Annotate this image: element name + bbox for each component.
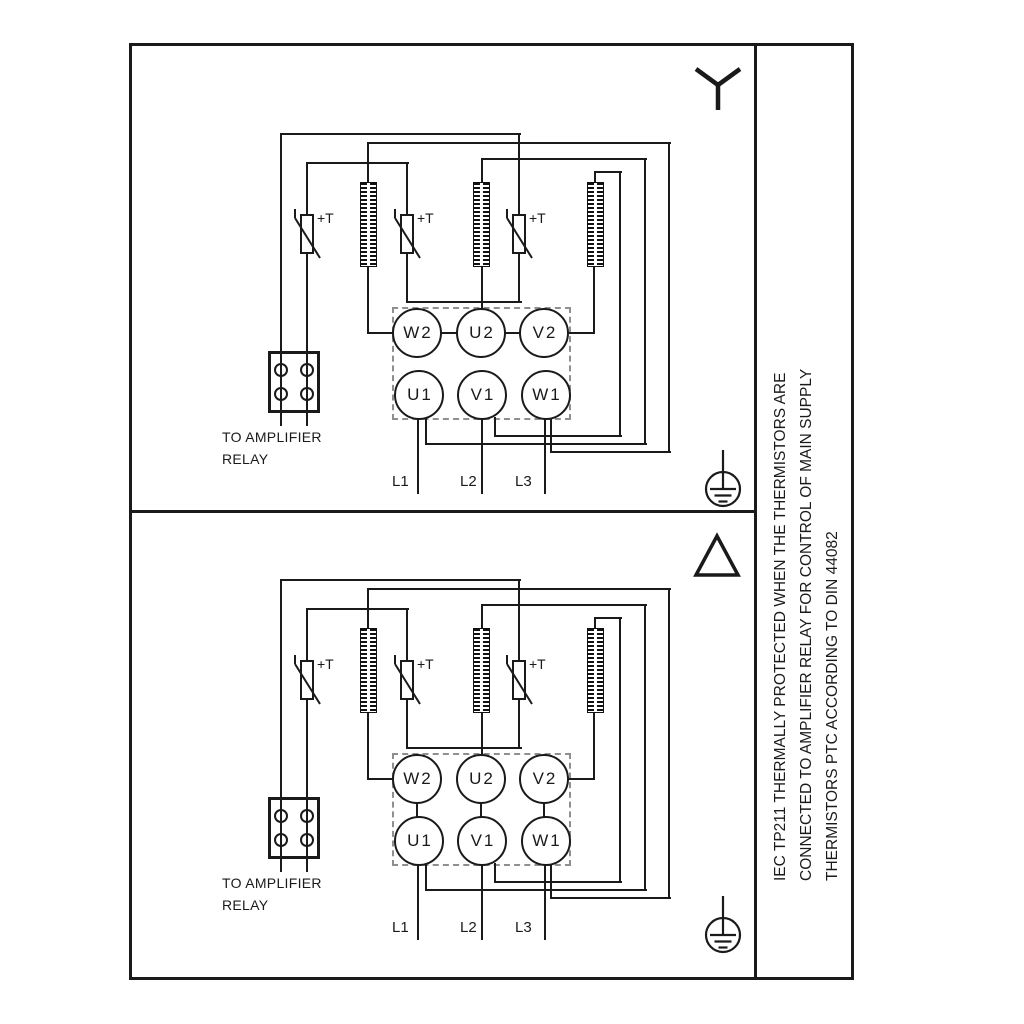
wire [550,451,671,453]
wire [544,418,546,494]
supply-label-l3: L3 [515,473,532,490]
thermistor-label: +T [317,210,334,226]
wire [594,617,622,619]
relay-terminal [274,833,288,847]
wire [416,802,418,817]
side-note-line: THERMISTORS PTC ACCORDING TO DIN 44082 [824,531,841,881]
amplifier-relay-caption: TO AMPLIFIER [222,429,322,445]
terminal-v2: V2 [519,754,569,804]
wire [644,604,646,891]
earth-ground-icon [701,895,745,957]
wire [619,617,621,883]
wire [543,802,545,817]
terminal-u2: U2 [456,308,506,358]
terminal-u1: U1 [394,370,444,420]
side-note [768,301,848,881]
wire [544,864,546,940]
wire [494,863,496,883]
wire [425,417,427,445]
thermistor-label: +T [317,656,334,672]
thermistor-label: +T [417,210,434,226]
wire [481,604,647,606]
supply-label-l2: L2 [460,919,477,936]
thermistor-label: +T [529,210,546,226]
relay-box [268,351,320,413]
wire [668,588,670,899]
relay-terminal [300,809,314,823]
wire [568,332,595,334]
wire [425,863,427,891]
wire [425,889,647,891]
wire [568,778,595,780]
terminal-v1: V1 [457,370,507,420]
motor-winding-coil [587,628,604,713]
motor-winding-coil [360,628,377,713]
earth-ground-icon [701,449,745,511]
wire [644,158,646,445]
wire [594,171,622,173]
wire [593,266,595,334]
terminal-u1: U1 [394,816,444,866]
thermistor-label: +T [529,656,546,672]
wire [417,864,419,940]
wire [494,881,622,883]
supply-label-l3: L3 [515,919,532,936]
wire [280,579,521,581]
delta-symbol-icon [691,529,743,581]
wire [550,417,552,453]
wire [494,435,622,437]
wire [306,162,409,164]
motor-winding-coil [473,182,490,267]
wire [550,897,671,899]
side-note-line: CONNECTED TO AMPLIFIER RELAY FOR CONTROL OF MAIN SUPPLY [798,368,815,881]
relay-terminal [300,833,314,847]
supply-label-l1: L1 [392,473,409,490]
side-note-line: IEC TP211 THERMALLY PROTECTED WHEN THE THERMISTORS ARE [772,372,789,881]
wire [481,864,483,940]
amplifier-relay-caption: TO AMPLIFIER [222,875,322,891]
wire [668,142,670,453]
relay-terminal [274,387,288,401]
terminal-w2: W2 [392,308,442,358]
wire [367,332,394,334]
terminal-w2: W2 [392,754,442,804]
relay-terminal [274,363,288,377]
frame-horizontal-divider [129,510,757,513]
thermistor-label: +T [417,656,434,672]
amplifier-relay-caption: RELAY [222,451,269,467]
wire [619,171,621,437]
amplifier-relay-caption: RELAY [222,897,269,913]
wire [494,417,496,437]
relay-terminal [300,363,314,377]
motor-winding-coil [360,182,377,267]
motor-winding-coil [473,628,490,713]
wire [406,301,522,303]
wire [425,443,647,445]
wire [417,418,419,494]
wire [481,418,483,494]
wire [280,133,521,135]
wire [306,608,409,610]
wire [480,802,482,817]
relay-terminal [300,387,314,401]
terminal-v1: V1 [457,816,507,866]
terminal-w1: W1 [521,816,571,866]
wire [481,158,647,160]
terminal-w1: W1 [521,370,571,420]
wire [550,863,552,899]
wire [367,778,394,780]
supply-label-l2: L2 [460,473,477,490]
motor-winding-coil [587,182,604,267]
relay-terminal [274,809,288,823]
wire [593,712,595,780]
relay-box [268,797,320,859]
wye-symbol-icon [688,58,748,114]
supply-label-l1: L1 [392,919,409,936]
terminal-u2: U2 [456,754,506,804]
wire [441,332,457,334]
terminal-v2: V2 [519,308,569,358]
wire [406,747,522,749]
